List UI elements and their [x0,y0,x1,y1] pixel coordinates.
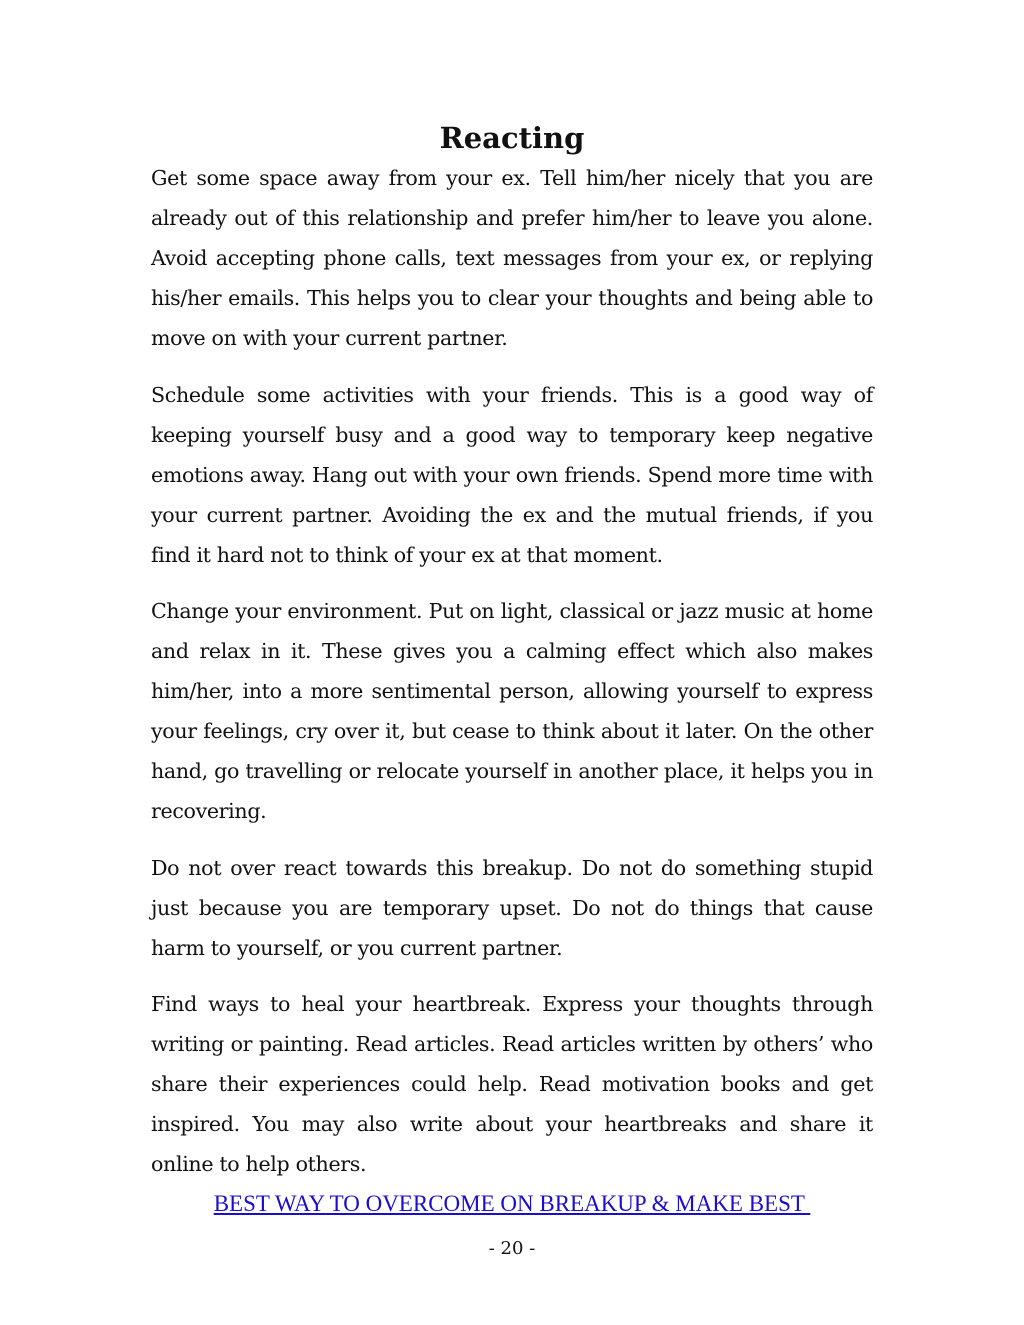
footer-link-container [0,1189,1024,1219]
page-number: - 20 - [488,1238,536,1259]
paragraph-do-not-over-react: Do not over react towards this breakup. Do not do something stupid just because you are temporary upset. Do not do things that cause harm to yourself, or you current partner. [151,855,873,960]
paragraph-heal-heartbreak: Find ways to heal your heartbreak. Express your thoughts through writing or painting. Read articles. Read articles written by others’ who share their experiences could help. Read motivation books and get inspired. You may also write about your heartbreaks and share it online to help others. [151,992,873,1176]
paragraph-space-away: Get some space away from your ex. Tell him/her nicely that you are already out of this relationship and prefer him/her to leave you alone. Avoid accepting phone calls, text messages from your ex, or replying his/her emails. This helps you to clear your thoughts and being able to move on with your current partner. [151,166,873,350]
section-heading: Reacting [439,121,585,155]
page-body [151,118,873,1201]
paragraph-change-environment: Change your environment. Put on light, classical or jazz music at home and relax in it. These gives you a calming effect which also makes him/her, into a more sentimental person, allowing yourself to express your feelings, cry over it, but cease to think about it later. On the other hand, go travelling or relocate yourself in another place, it helps you in recovering. [151,599,873,823]
footer-link[interactable]: BEST WAY TO OVERCOME ON BREAKUP & MAKE BEST [213,1191,811,1216]
paragraph-schedule-activities: Schedule some activities with your friends. This is a good way of keeping yourself busy and a good way to temporary keep negative emotions away. Hang out with your own friends. Spend more time with your current partner. Avoiding the ex and the mutual friends, if you find it hard not to think of your ex at that moment. [151,382,873,567]
